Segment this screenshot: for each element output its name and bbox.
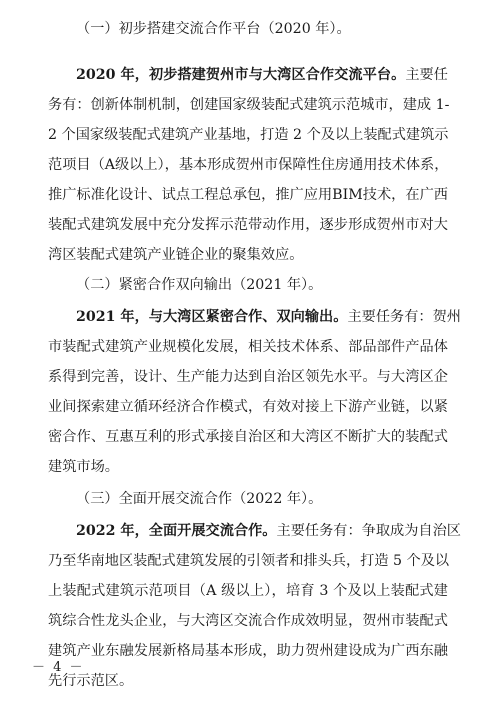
body-line: 2 个国家级装配式建筑产业基地，打造 2 个及以上装配式建筑示 bbox=[48, 127, 449, 143]
section-lead-3: 2022 年，全面开展交流合作。 bbox=[76, 523, 277, 539]
section-lead-line-2 bbox=[76, 302, 461, 332]
body-line: 业间探索建立循环经济合作模式，有效对接上下游产业链，以紧 bbox=[48, 399, 448, 415]
body-line: 建筑产业东融发展新格局基本形成，助力贺州建设成为广西东融 bbox=[48, 643, 448, 659]
body-line: 范项目（A级以上），基本形成贺州市保障性住房通用技术体系， bbox=[48, 157, 449, 173]
section-lead-line-1 bbox=[76, 60, 448, 90]
section-lead-2: 2021 年，与大湾区紧密合作、双向输出。 bbox=[76, 309, 348, 325]
section-heading-2: （二）紧密合作双向输出（2021 年）。 bbox=[76, 277, 323, 293]
page-number: － 4 － bbox=[32, 660, 85, 675]
section-lead-1: 2020 年，初步搭建贺州市与大湾区合作交流平台。 bbox=[76, 67, 406, 83]
body-line: 推广标准化设计、试点工程总承包，推广应用BIM技术，在广西 bbox=[48, 187, 448, 203]
body-line: 密合作、互惠互利的形式承接自治区和大湾区不断扩大的装配式 bbox=[48, 429, 448, 445]
body-line: 主要任务有：贺州 bbox=[347, 309, 461, 325]
body-line: 先行示范区。 bbox=[48, 673, 134, 689]
body-line: 上装配式建筑示范项目（A 级以上），培育 3 个及以上装配式建 bbox=[48, 583, 448, 599]
body-line: 筑综合性龙头企业，与大湾区交流合作成效明显，贺州市装配式 bbox=[48, 613, 448, 629]
section-heading-3: （三）全面开展交流合作（2022 年）。 bbox=[76, 491, 323, 507]
body-line: 务有：创新体制机制，创建国家级装配式建筑示范城市，建成 1- bbox=[48, 97, 450, 113]
body-line: 湾区装配式建筑产业链企业的聚集效应。 bbox=[48, 247, 304, 263]
body-line: 主要任 bbox=[405, 67, 448, 83]
section-heading-1: （一）初步搭建交流合作平台（2020 年）。 bbox=[76, 21, 351, 37]
body-line: 系得到完善，设计、生产能力达到自治区领先水平。与大湾区企 bbox=[48, 369, 448, 385]
body-line: 装配式建筑发展中充分发挥示范带动作用，逐步形成贺州市对大 bbox=[48, 217, 448, 233]
body-line: 建筑市场。 bbox=[48, 459, 119, 475]
body-line: 乃至华南地区装配式建筑发展的引领者和排头兵，打造 5 个及以 bbox=[48, 553, 450, 569]
body-line: 主要任务有：争取成为自治区 bbox=[276, 523, 461, 539]
section-lead-line-3 bbox=[76, 516, 461, 546]
body-line: 市装配式建筑产业规模化发展，相关技术体系、部品部件产品体 bbox=[48, 339, 448, 355]
